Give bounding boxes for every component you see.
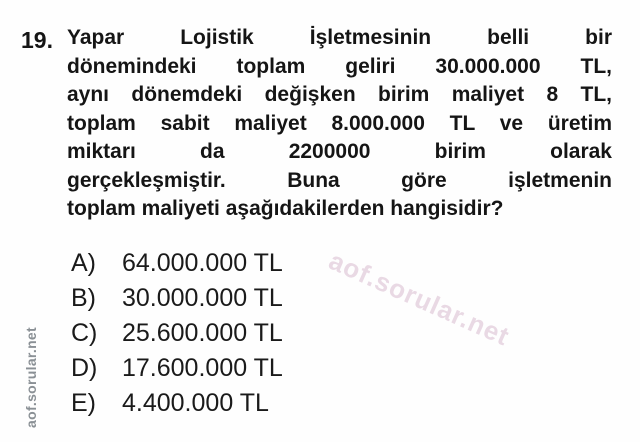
option-row-b <box>71 281 283 316</box>
option-row-e <box>71 386 283 421</box>
option-row-a <box>71 246 283 281</box>
option-letter: E) <box>71 389 96 417</box>
option-letter: C) <box>71 319 98 347</box>
options-list <box>71 246 283 421</box>
question-number: 19. <box>21 27 53 53</box>
watermark-site-vertical: aof.sorular.net <box>23 327 39 428</box>
option-letter: A) <box>71 249 96 277</box>
question-line: toplam sabit maliyet 8.000.000 TL ve üretim <box>67 111 612 135</box>
question-text <box>67 24 612 224</box>
option-value: 4.400.000 TL <box>122 389 269 417</box>
question-line: aynı dönemdeki değişken birim maliyet 8 TL, <box>67 83 612 106</box>
option-value: 25.600.000 TL <box>122 319 283 347</box>
option-value: 64.000.000 TL <box>122 249 283 277</box>
watermark-site-diagonal: aof.sorular.net <box>324 245 515 352</box>
option-letter: B) <box>71 284 96 312</box>
question-line: gerçekleşmiştir. Buna göre işletmenin <box>67 168 612 192</box>
question-line: dönemindeki toplam geliri 30.000.000 TL, <box>67 54 612 78</box>
question-line: miktarı da 2200000 birim olarak <box>67 140 612 163</box>
option-letter: D) <box>71 354 98 382</box>
question-line: toplam maliyeti aşağıdakilerden hangisidir? <box>67 197 504 220</box>
option-value: 17.600.000 TL <box>122 354 283 382</box>
question-line: Yapar Lojistik İşletmesinin belli bir <box>67 26 612 49</box>
option-value: 30.000.000 TL <box>122 284 283 312</box>
option-row-d <box>71 351 283 386</box>
option-row-c <box>71 316 283 351</box>
